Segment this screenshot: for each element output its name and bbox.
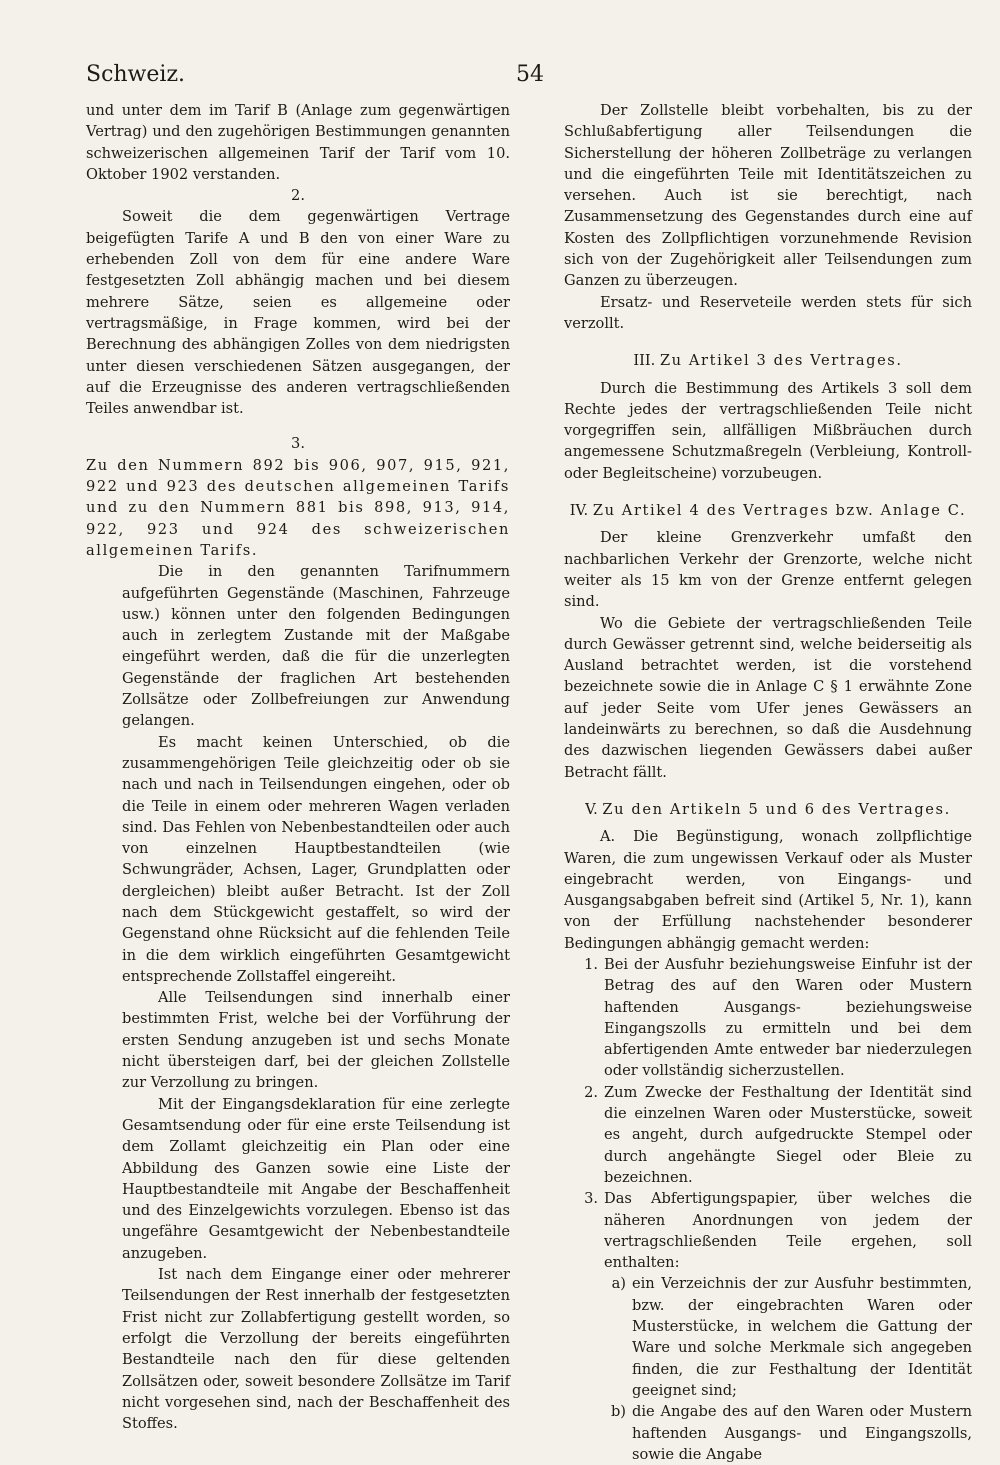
section-heading-number: IV. <box>569 502 589 520</box>
paragraph: Wo die Gebiete der vertragschließenden Teile durch Gewässer getrennt sind, welche beiderseitig als Ausland betrachtet werden, ist die vorstehend bezeichnete sowie die in Anlage C § 1 erwähnte Zone auf jeder Seite vom Ufer jenes Gewässers an landeinwärts zu berechnen, so daß die Ausdehnung des dazwischen liegenden Gewässers dabei außer Betracht fällt. <box>564 614 972 781</box>
list-item <box>604 1401 972 1465</box>
list-item-text: Zum Zwecke der Festhaltung der Identität sind die einzelnen Waren oder Musterstücke, soweit es angeht, durch aufgedruckte Stempel oder durch angehängte Siegel oder Bleie zu bezeichnen. <box>604 1083 972 1186</box>
section-heading-text: Zu Artikel 3 des Vertrages. <box>659 352 903 370</box>
paragraph: Es macht keinen Unterschied, ob die zusammengehörigen Teile gleichzeitig oder ob sie nach und nach in Teilsendungen eingehen, oder ob die Teile in einem oder mehreren Wagen verladen sind. Das Fehlen von Nebenbestandteilen oder auch von einzelnen Hauptbestandteilen (wie Schwungräder, Achsen, Lager, Grundplatten oder dergleichen) bleibt außer Betracht. Ist der Zoll nach dem Stückgewicht gestaffelt, so wird der Gegenstand ohne Rücksicht auf die fehlenden Teile in die dem wirklich eingeführten Gesamtgewicht entsprechende Zollstaffel eingereiht. <box>122 733 510 985</box>
list-item-text: ein Verzeichnis der zur Ausfuhr bestimmten, bzw. der eingebrachten Waren oder Musterstücke, in welchem die Gattung der Ware und solche Merkmale sich angegeben finden, die zur Festhaltung der Identität geeignet sind; <box>632 1275 972 1399</box>
list-item <box>576 954 972 1082</box>
section-heading-text: Zu Artikel 4 des Vertrages bzw. Anlage C. <box>592 502 967 520</box>
tariff-numbers-heading: Zu den Nummern 892 bis 906, 907, 915, 921, 922 und 923 des deutschen allgemeinen Tarifs und zu den Nummern 881 bis 898, 913, 914, 922, 923 und 924 des schweizerischen allgemeinen Tarifs. <box>86 456 510 559</box>
paragraph: Der kleine Grenzverkehr umfaßt den nachbarlichen Verkehr der Grenzorte, welche nicht weiter als 15 km von der Grenze entfernt gelegen sind. <box>564 529 972 611</box>
paragraph: Alle Teilsendungen sind innerhalb einer bestimmten Frist, welche bei der Vorführung der ersten Sendung anzugeben ist und sechs Monate nicht übersteigen darf, bei der gleichen Zollstelle zur Verzollung zu bringen. <box>122 989 510 1092</box>
section-heading <box>564 500 972 521</box>
indented-block <box>86 561 510 1434</box>
section-heading <box>564 799 972 820</box>
list-item <box>576 1082 972 1188</box>
paragraph: Soweit die dem gegenwärtigen Vertrage beigefügten Tarife A und B den von einer Ware zu erhebenden Zoll von dem für eine andere Ware festgesetzten Zoll abhängig machen und bei diesem mehrere Sätze, seien es allgemeine oder vertragsmäßige, in Frage kommen, wird bei der Berechnung des abhängigen Zolles von dem niedrigsten unter diesen verschiedenen Sätzen ausgegangen, der auf die Erzeugnisse des anderen vertragschließenden Teiles anwendbar ist. <box>86 208 510 418</box>
list-item-text: Bei der Ausfuhr beziehungsweise Einfuhr ist der Betrag des auf den Waren oder Mustern haftenden Ausgangs- beziehungsweise Eingangszolls zu ermitteln und bei dem abfertigenden Amte entweder bar niederzulegen oder vollständig sicherzustellen. <box>604 955 972 1080</box>
section-heading <box>564 350 972 371</box>
paragraph: Ist nach dem Eingange einer oder mehrerer Teilsendungen der Rest innerhalb der festgesetzten Frist nicht zur Zollabfertigung gestellt worden, so erfolgt die Verzollung der bereits eingeführten Bestandteile nach den für diese geltenden Zollsätzen oder, soweit besondere Zollsätze im Tarif nicht vorgesehen sind, nach der Beschaffenheit des Stoffes. <box>122 1266 510 1433</box>
running-head <box>86 62 960 92</box>
paragraph: Mit der Eingangsdeklaration für eine zerlegte Gesamtsendung oder für eine erste Teilsendung ist dem Zollamt gleichzeitig ein Plan oder eine Abbildung des Ganzen sowie eine Liste der Hauptbestandteile mit Angabe der Beschaffenheit und des Einzelgewichts vorzulegen. Ebenso ist das ungefähre Gesamtgewicht der Nebenbestandteile anzugeben. <box>122 1095 510 1262</box>
right-column <box>564 100 972 1465</box>
list-item-text: die Angabe des auf den Waren oder Mustern haftenden Ausgangs- und Eingangszolls, sowie die Angabe <box>632 1403 972 1463</box>
list-item-text: Das Abfertigungspapier, über welches die näheren Anordnungen von jedem der vertragschließenden Teile ergehen, soll enthalten: <box>604 1190 972 1272</box>
left-column <box>86 100 510 1434</box>
section-heading-text: Zu den Artikeln 5 und 6 des Vertrages. <box>602 800 951 818</box>
section-heading-number: V. <box>585 800 598 818</box>
section-number: 2. <box>291 187 305 205</box>
paragraph: Ersatz- und Reserveteile werden stets für sich verzollt. <box>564 293 972 332</box>
paragraph: A. Die Begünstigung, wonach zollpflichtige Waren, die zum ungewissen Verkauf oder als Muster eingebracht werden, von Eingangs- und Ausgangsabgaben befreit sind (Artikel 5, Nr. 1), kann von der Erfüllung nachstehender besonderer Bedingungen abhängig gemacht werden: <box>564 828 972 952</box>
section-heading-number: III. <box>633 352 656 370</box>
list-item-number: 1. <box>584 955 598 973</box>
list-item <box>576 1188 972 1273</box>
lettered-list <box>564 1273 972 1465</box>
paragraph: Die in den genannten Tarifnummern aufgeführten Gegenstände (Maschinen, Fahrzeuge usw.) können unter den folgenden Bedingungen auch in zerlegtem Zustande mit der Maßgabe eingeführt werden, daß die für die unzerlegten Gegenstände der fraglichen Art bestehenden Zollsätze oder Zollbefreiungen zur Anwendung gelangen. <box>122 563 510 730</box>
list-item <box>604 1273 972 1401</box>
list-item-letter: b) <box>610 1403 626 1421</box>
list-item-number: 2. <box>584 1083 598 1101</box>
paragraph: Der Zollstelle bleibt vorbehalten, bis zu der Schlußabfertigung aller Teilsendungen die Sicherstellung der höheren Zollbeträge zu verlangen und die eingeführten Teile mit Identitätszeichen zu versehen. Auch ist sie berechtigt, nach Zusammensetzung des Gegenstandes durch eine auf Kosten des Zollpflichtigen vorzunehmende Revision sich von der Zugehörigkeit aller Teilsendungen zum Ganzen zu überzeugen. <box>564 102 972 290</box>
page-header-country: Schweiz. <box>86 62 186 87</box>
section-number: 3. <box>291 435 305 453</box>
numbered-list <box>564 954 972 1273</box>
paragraph: Durch die Bestimmung des Artikels 3 soll dem Rechte jedes der vertragschließenden Teile nicht vorgegriffen sein, allfälligen Mißbräuchen durch angemessene Schutzmaßregeln (Verbleiung, Kontroll- oder Begleitscheine) vorzubeugen. <box>564 379 972 482</box>
list-item-letter: a) <box>611 1275 626 1293</box>
paragraph: und unter dem im Tarif B (Anlage zum gegenwärtigen Vertrag) und den zugehörigen Bestimmungen genannten schweizerischen allgemeinen Tarif der Tarif vom 10. Oktober 1902 verstanden. <box>86 102 510 183</box>
list-item-number: 3. <box>584 1190 598 1208</box>
page-number: 54 <box>516 62 544 87</box>
